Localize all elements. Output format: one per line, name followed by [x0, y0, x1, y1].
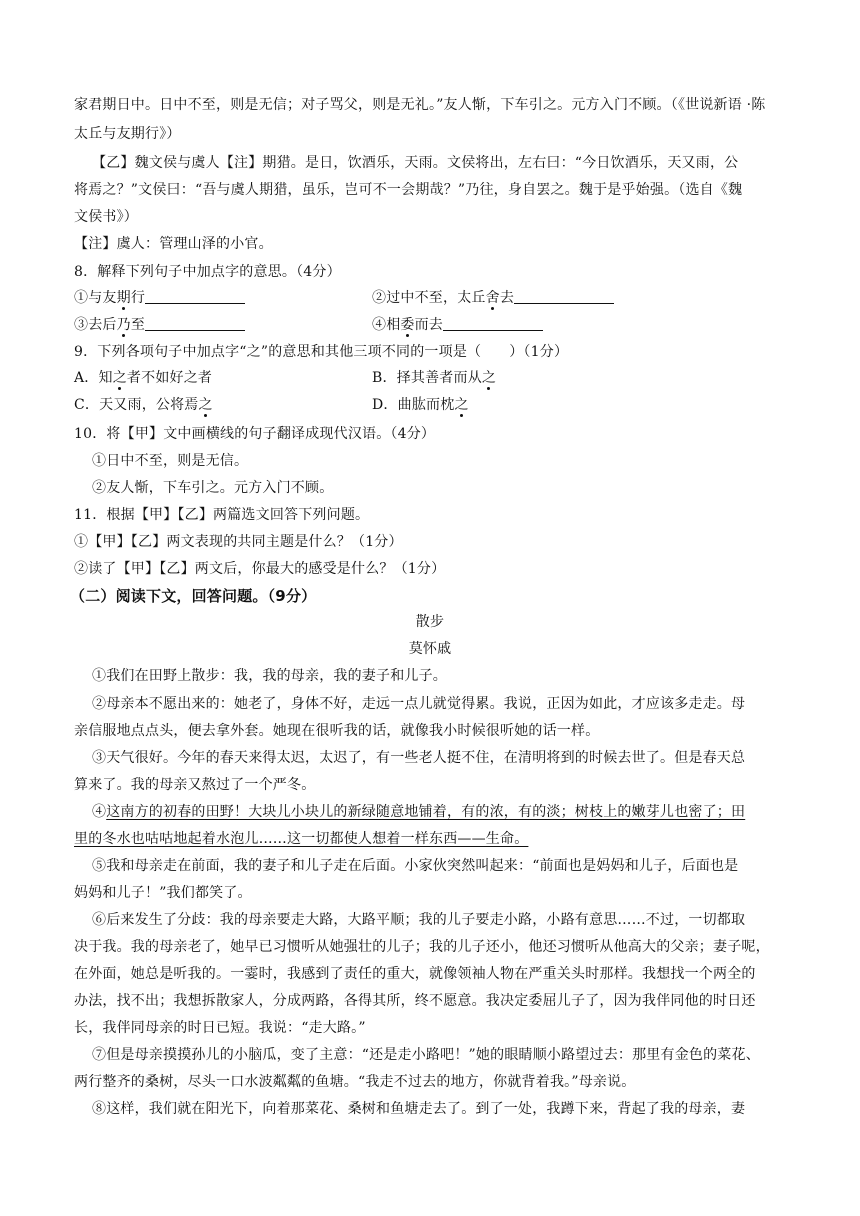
q9-option-d: D．曲肱而枕之 — [372, 397, 469, 413]
essay-p8-line-1: ⑧这样，我们就在阳光下，向着那菜花、桑树和鱼塘走去了。到了一处，我蹲下来，背起了我的母亲，妻 — [92, 1101, 746, 1117]
essay-title: 散步 — [415, 614, 445, 630]
answer-blank[interactable] — [514, 289, 614, 304]
q8-item-b: ②过中不至，太丘舍去 — [372, 288, 614, 308]
essay-author: 莫怀戚 — [408, 641, 452, 657]
emphasis-dot-char: 期 — [116, 290, 131, 306]
essay-p4-line-1: ④这南方的初春的田野！大块儿小块儿的新绿随意地铺着，有的浓，有的淡；树枝上的嫩芽儿也密了；田 — [92, 804, 746, 820]
question-11-stem: 11．根据【甲】【乙】两篇选文回答下列问题。 — [74, 507, 370, 523]
yi-passage-line-3: 文侯书》） — [74, 209, 138, 225]
emphasis-dot-char: 之 — [198, 397, 213, 413]
section-2-heading: （二）阅读下文，回答问题。（9分） — [70, 587, 317, 605]
essay-p5-line-1: ⑤我和母亲走在前面，我的妻子和儿子走在后面。小家伙突然叫起来：“前面也是妈妈和儿子，后面也是 — [92, 858, 739, 874]
underlined-text: 里的冬水也咕咕地起着水泡儿……这一切都使人想着一样东西——生命。 — [74, 831, 529, 847]
q9-option-c: C．天又雨，公将焉之 — [74, 397, 213, 413]
q9-option-b: B．择其善者而从之 — [372, 370, 497, 386]
essay-p6-line-5: 长，我伴同母亲的时日已短。我说：“走大路。” — [74, 1020, 366, 1036]
yi-annotation: 【注】虞人：管理山泽的小官。 — [74, 236, 273, 252]
emphasis-dot-char: 之 — [481, 370, 497, 386]
essay-p6-line-1: ⑥后来发生了分歧：我的母亲要走大路，大路平顺；我的儿子要走小路，小路有意思……不过，一切都取 — [92, 912, 746, 928]
emphasis-dot-char: 乃 — [116, 317, 131, 333]
q10-sentence-1: ①日中不至，则是无信。 — [92, 453, 249, 469]
jia-ending-line-1: 家君期日中。日中不至，则是无信；对子骂父，则是无礼。”友人惭，下车引之。元方入门不顾。（《世说新语 ·陈 — [74, 97, 766, 113]
question-10-stem: 10．将【甲】文中画横线的句子翻译成现代汉语。（4分） — [74, 426, 436, 442]
essay-p2-line-2: 亲信服地点点头，便去拿外套。她现在很听我的话，就像我小时候很听她的话一样。 — [74, 723, 600, 739]
essay-p4-line-2 — [74, 829, 528, 849]
essay-p5-line-2: 妈妈和儿子！”我们都笑了。 — [74, 885, 252, 901]
essay-p3-line-1: ③天气很好。今年的春天来得太迟，太迟了，有一些老人挺不住，在清明将到的时候去世了。但是春天总 — [92, 750, 746, 766]
emphasis-dot-char: 舍 — [485, 290, 500, 306]
essay-p2-line-1: ②母亲本不愿出来的：她老了，身体不好，走远一点儿就觉得累。我说，正因为如此，才应该多走走。母 — [92, 696, 746, 712]
q8-item-a: ①与友期行 — [74, 288, 245, 308]
yi-passage-line-2: 将焉之？”文侯曰：“吾与虞人期猎，虽乐，岂可不一会期哉？”乃往，身自罢之。魏于是乎始强。（选自《魏 — [74, 182, 743, 198]
essay-p6-line-2: 决于我。我的母亲老了，她早已习惯听从她强壮的儿子；我的儿子还小，他还习惯听从他高大的父亲；妻子呢， — [74, 939, 770, 955]
q10-sentence-2: ②友人惭，下车引之。元方入门不顾。 — [92, 480, 334, 496]
jia-ending-line-2: 太丘与友期行》） — [74, 126, 181, 142]
question-9-stem: 9．下列各项句子中加点字“之”的意思和其他三项不同的一项是（ ）（1分） — [74, 344, 569, 360]
q11-sub-1: ①【甲】【乙】两文表现的共同主题是什么？（1分） — [74, 534, 403, 550]
q9-option-a: A．知之者不如好之者 — [74, 370, 213, 386]
q11-sub-2: ②读了【甲】【乙】两文后，你最大的感受是什么？（1分） — [74, 561, 446, 577]
essay-p3-line-2: 算来了。我的母亲又熬过了一个严冬。 — [74, 777, 316, 793]
emphasis-dot-char: 之 — [112, 370, 127, 386]
essay-p1: ①我们在田野上散步：我，我的母亲，我的妻子和儿子。 — [92, 668, 447, 684]
essay-p7-line-2: 两行整齐的桑树，尽头一口水波粼粼的鱼塘。“我走不过去的地方，你就背着我。”母亲说。 — [74, 1074, 636, 1090]
yi-passage-line-1: 【乙】魏文侯与虞人【注】期猎。是日，饮酒乐，天雨。文侯将出，左右曰：“今日饮酒乐，天又雨，公 — [92, 155, 739, 171]
answer-blank[interactable] — [443, 316, 543, 331]
emphasis-dot-char: 委 — [400, 317, 415, 333]
essay-p7-line-1: ⑦但是母亲摸摸孙儿的小脑瓜，变了主意：“还是走小路吧！”她的眼睛顺小路望过去：那里有金色的菜花、 — [92, 1047, 760, 1063]
underlined-text: 这南方的初春的田野！大块儿小块儿的新绿随意地铺着，有的浓，有的淡；树枝上的嫩芽儿也密了；田 — [106, 804, 746, 820]
question-8-stem: 8．解释下列句子中加点字的意思。（4分） — [74, 264, 341, 280]
essay-p6-line-3: 在外面，她总是听我的。一霎时，我感到了责任的重大，就像领袖人物在严重关头时那样。我想找一个两全的 — [74, 966, 756, 982]
emphasis-dot-char: 之 — [454, 397, 469, 413]
answer-blank[interactable] — [145, 316, 245, 331]
essay-p6-line-4: 办法，找不出；我想拆散家人，分成两路，各得其所，终不愿意。我决定委屈儿子了，因为我伴同他的时日还 — [74, 993, 756, 1009]
q8-item-c: ③去后乃至 — [74, 315, 245, 335]
answer-blank[interactable] — [145, 289, 245, 304]
q8-item-d: ④相委而去 — [372, 315, 543, 335]
